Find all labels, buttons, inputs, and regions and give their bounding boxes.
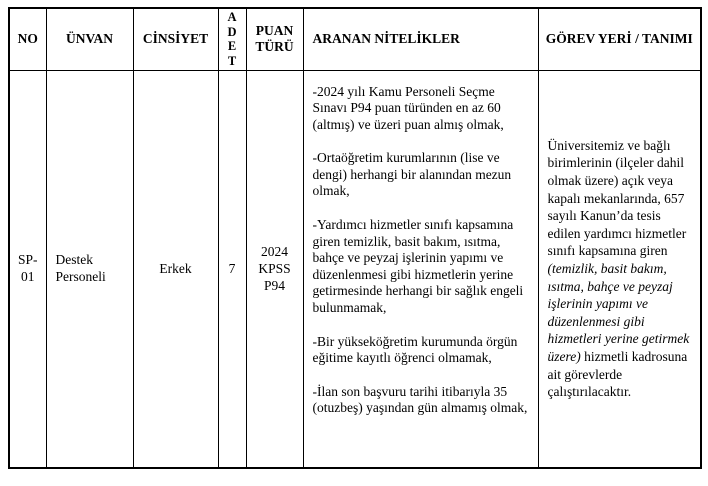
cell-aranan-nitelikler bbox=[303, 70, 538, 468]
header-cell-adet bbox=[218, 8, 246, 70]
requirement-paragraph: -Ortaöğretim kurumlarının (lise ve dengi) herhangi bir alanından mezun olmak, bbox=[312, 150, 512, 199]
requirement-paragraph: -Yardımcı hizmetler sınıfı kapsamına giren temizlik, basit bakım, ısıtma, bahçe ve peyzaj işlerinin yapımı ve düzenlenmesi gibi hizmetlerin yerine getirmesinde herhangi bir sağlık engeli bulunmamak, bbox=[312, 217, 524, 316]
requirement-paragraph: -2024 yılı Kamu Personeli Seçme Sınavı P94 puan türünden en az 60 (altmış) ve üzeri puan almış olmak, bbox=[312, 83, 504, 132]
cell-no: SP-01 bbox=[9, 70, 46, 468]
header-cell-aranan-nitelikler: ARANAN NİTELİKLER bbox=[303, 8, 538, 70]
header-cell-no: NO bbox=[9, 8, 46, 70]
job-posting-table-container bbox=[8, 7, 702, 469]
gorev-text-italic: (temizlik, basit bakım, ısıtma, bahçe ve peyzaj işlerinin yapımı ve düzenlenmesi gibi hizmetleri yerine getirmek üzere) bbox=[547, 260, 690, 364]
header-cell-puan-turu: PUAN TÜRÜ bbox=[246, 8, 303, 70]
adet-letter: T bbox=[227, 53, 237, 68]
cell-unvan: Destek Personeli bbox=[46, 70, 133, 468]
adet-letter: D bbox=[227, 24, 237, 39]
table-row-sp01 bbox=[9, 70, 701, 468]
header-cell-cinsiyet: CİNSİYET bbox=[133, 8, 218, 70]
cell-cinsiyet: Erkek bbox=[133, 70, 218, 468]
cell-puan-turu: 2024 KPSS P94 bbox=[246, 70, 303, 468]
job-posting-table bbox=[8, 7, 702, 469]
cell-gorev-yeri bbox=[538, 70, 701, 468]
table-header-row bbox=[9, 8, 701, 70]
adet-letter: E bbox=[227, 39, 237, 54]
cell-adet: 7 bbox=[218, 70, 246, 468]
adet-letter: A bbox=[227, 10, 237, 25]
requirement-paragraph: -Bir yükseköğretim kurumunda örgün eğitime kayıtlı öğrenci olmamak, bbox=[312, 333, 518, 366]
requirement-paragraph: -İlan son başvuru tarihi itibarıyla 35 (otuzbeş) yaşından gün almamış olmak, bbox=[312, 383, 528, 416]
gorev-text-suffix: hizmetli kadrosuna ait görevlerde çalıştırılacaktır. bbox=[547, 348, 688, 400]
gorev-text-prefix: Üniversitemiz ve bağlı birimlerinin (ilçeler dahil olmak üzere) açık veya kapalı mekanlarında, 657 sayılı Kanun’da tesis edilen yardımcı hizmetler sınıfı kapsamına giren bbox=[547, 137, 687, 259]
header-cell-unvan: ÜNVAN bbox=[46, 8, 133, 70]
header-cell-gorev-yeri: GÖREV YERİ / TANIMI bbox=[538, 8, 701, 70]
